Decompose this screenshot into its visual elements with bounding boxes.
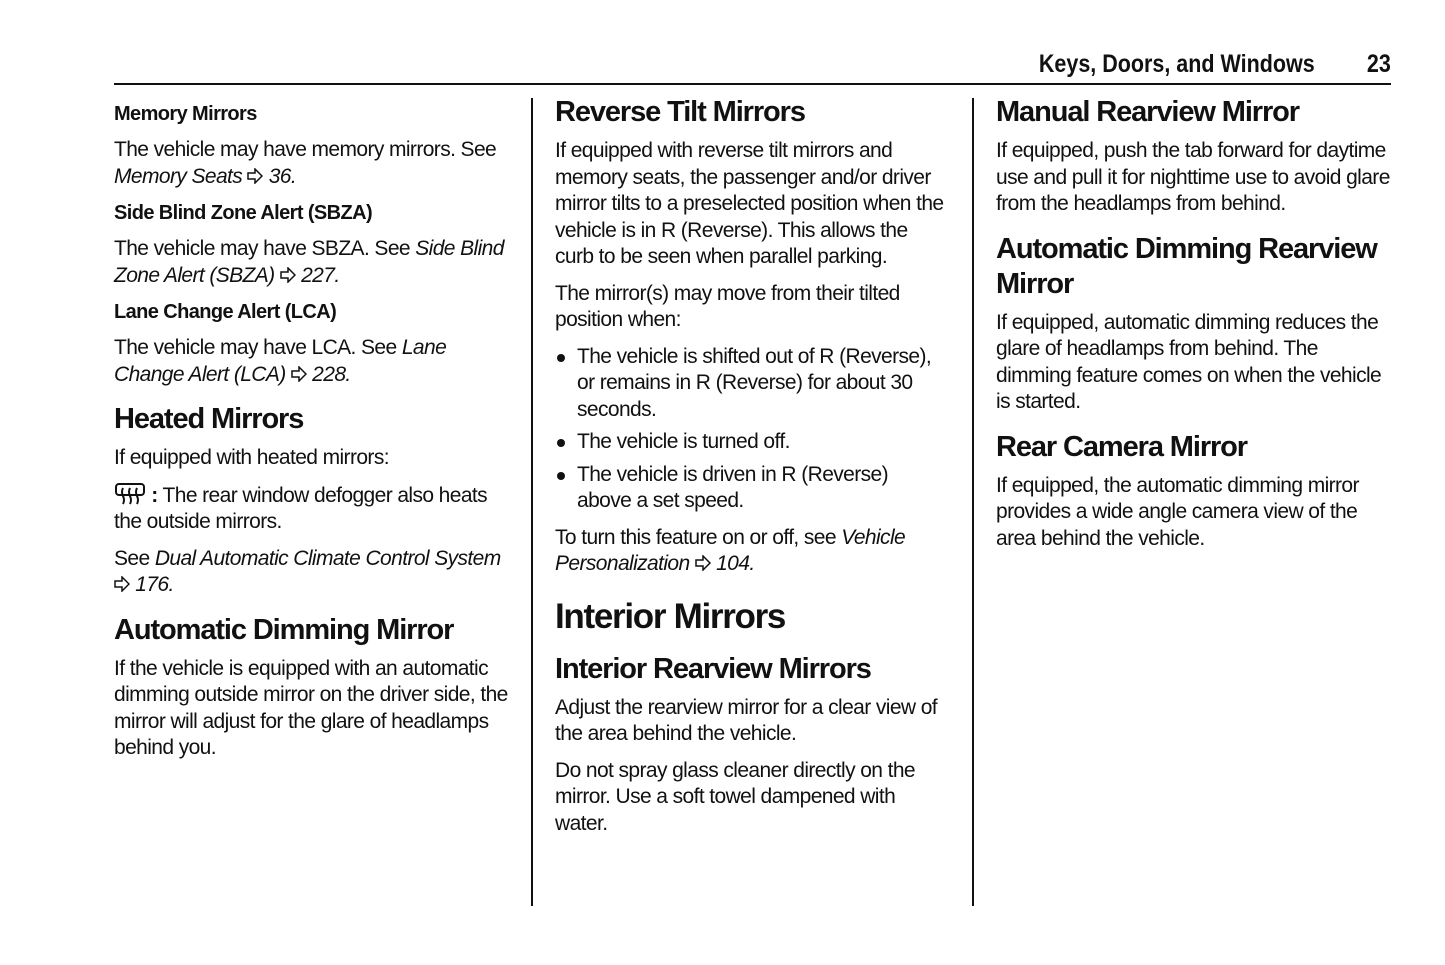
reverse-tilt-mirrors-heading: Reverse Tilt Mirrors bbox=[555, 96, 805, 128]
page-reference-arrow-icon bbox=[114, 576, 130, 592]
memory-seats-page[interactable]: 36. bbox=[268, 164, 297, 188]
page-reference-arrow-icon bbox=[280, 267, 296, 283]
personalization-reference: To turn this feature on or off, see Vehicle Personalization 104. bbox=[555, 525, 906, 575]
glass-cleaner-text: Do not spray glass cleaner directly on the mirror. Use a soft towel dampened with water. bbox=[555, 758, 915, 835]
defogger-text: : The rear window defogger also heats the outside mirrors. bbox=[114, 483, 488, 533]
automatic-dimming-mirror-text: If the vehicle is equipped with an automatic dimming outside mirror on the driver side, the mirror will adjust for the glare of headlamps behind you. bbox=[114, 656, 508, 759]
sbza-text: The vehicle may have SBZA. See Side Blind Zone Alert (SBZA) 227. bbox=[114, 237, 504, 287]
lca-heading: Lane Change Alert (LCA) bbox=[114, 301, 337, 323]
column-divider bbox=[972, 98, 974, 906]
automatic-dimming-rearview-mirror-text: If equipped, automatic dimming reduces the glare of headlamps from behind. The dimming feature comes on when the vehicle is started. bbox=[996, 310, 1382, 413]
page-reference-arrow-icon bbox=[247, 168, 263, 184]
page-header bbox=[114, 48, 1391, 85]
manual-rearview-mirror-text: If equipped, push the tab forward for daytime use and pull it for nighttime use to avoid glare from the headlamps from behind. bbox=[996, 139, 1390, 215]
climate-control-link[interactable]: Dual Automatic Climate Control System bbox=[154, 546, 501, 570]
rearview-adjust-text: Adjust the rearview mirror for a clear view of the area behind the vehicle. bbox=[555, 695, 938, 745]
automatic-dimming-rearview-mirror-heading: Automatic Dimming Rearview Mirror bbox=[996, 232, 1377, 300]
interior-rearview-mirrors-heading: Interior Rearview Mirrors bbox=[555, 652, 871, 685]
memory-seats-link[interactable]: Memory Seats bbox=[114, 164, 243, 188]
manual-rearview-mirror-heading: Manual Rearview Mirror bbox=[996, 96, 1299, 128]
tilted-position-text: The mirror(s) may move from their tilted position when: bbox=[555, 281, 900, 331]
column-middle bbox=[555, 95, 947, 847]
page-reference-arrow-icon bbox=[291, 366, 307, 382]
rear-defogger-icon bbox=[114, 482, 146, 506]
vehicle-personalization-link[interactable]: Vehicle Personalization bbox=[555, 525, 906, 575]
vehicle-personalization-page[interactable]: 104. bbox=[716, 552, 755, 575]
memory-mirrors-text: The vehicle may have memory mirrors. See Memory Seats 36. bbox=[114, 138, 497, 188]
memory-mirrors-heading: Memory Mirrors bbox=[114, 103, 257, 125]
sbza-heading: Side Blind Zone Alert (SBZA) bbox=[114, 202, 373, 224]
page-number: 23 bbox=[1367, 50, 1391, 78]
rear-camera-mirror-text: If equipped, the automatic dimming mirror provides a wide angle camera view of the area behind the vehicle. bbox=[996, 473, 1359, 550]
interior-mirrors-heading: Interior Mirrors bbox=[555, 596, 786, 636]
column-left bbox=[114, 95, 514, 772]
section-title: Keys, Doors, and Windows bbox=[1039, 50, 1315, 78]
heated-mirrors-heading: Heated Mirrors bbox=[114, 403, 304, 435]
page-reference-arrow-icon bbox=[695, 555, 711, 571]
lca-text: The vehicle may have LCA. See Lane Change Alert (LCA) 228. bbox=[114, 336, 447, 386]
lca-link[interactable]: Lane Change Alert (LCA) bbox=[114, 336, 447, 386]
rear-camera-mirror-heading: Rear Camera Mirror bbox=[996, 430, 1247, 463]
sbza-page[interactable]: 227. bbox=[301, 263, 340, 287]
list-item: The vehicle is driven in R (Reverse) above a set speed. bbox=[555, 462, 947, 515]
column-right bbox=[996, 95, 1391, 562]
column-divider bbox=[531, 98, 533, 906]
automatic-dimming-mirror-heading: Automatic Dimming Mirror bbox=[114, 613, 454, 646]
climate-control-page[interactable]: 176. bbox=[135, 573, 174, 596]
list-item: The vehicle is turned off. bbox=[555, 429, 947, 456]
list-item: The vehicle is shifted out of R (Reverse), or remains in R (Reverse) for about 30 seconds. bbox=[555, 344, 947, 424]
climate-reference: See Dual Automatic Climate Control System 176. bbox=[114, 546, 501, 596]
lca-page[interactable]: 228. bbox=[312, 362, 351, 386]
heated-mirrors-intro: If equipped with heated mirrors: bbox=[114, 446, 389, 469]
sbza-link[interactable]: Side Blind Zone Alert (SBZA) bbox=[114, 237, 504, 287]
reverse-tilt-text: If equipped with reverse tilt mirrors and memory seats, the passenger and/or driver mirror tilts to a preselected position when the vehicle is in R (Reverse). This allows the curb to be seen when parallel parking. bbox=[555, 139, 944, 268]
tilt-conditions-list bbox=[555, 344, 947, 515]
